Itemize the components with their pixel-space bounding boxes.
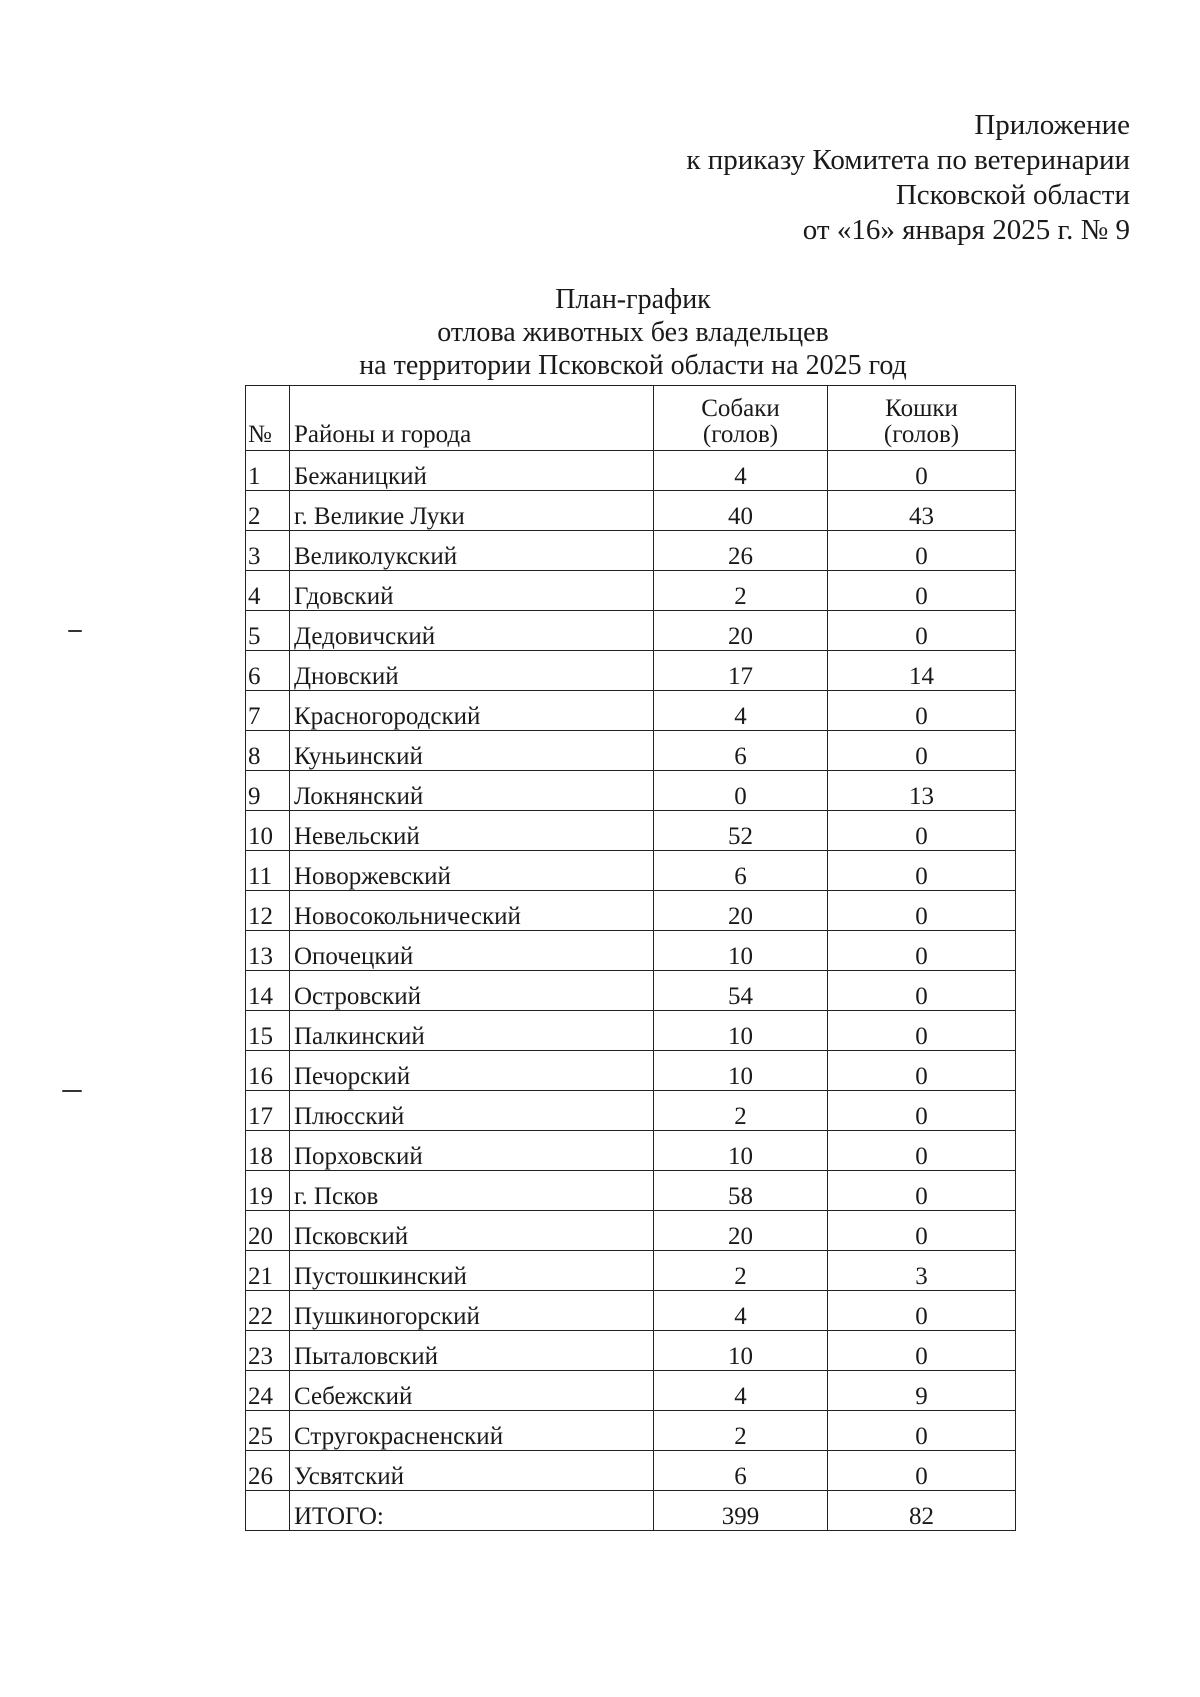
- row-district: Порховский: [290, 1131, 654, 1171]
- header-dogs-line-1: Собаки: [701, 395, 780, 422]
- row-cats: 0: [828, 1051, 1016, 1091]
- table-row: [246, 1131, 1016, 1171]
- row-number: 14: [246, 971, 290, 1011]
- row-number: 24: [246, 1371, 290, 1411]
- total-dogs: 399: [654, 1491, 828, 1531]
- total-cats: 82: [828, 1491, 1016, 1531]
- appendix-line-3: Псковской области: [895, 179, 1130, 211]
- table-row: [246, 931, 1016, 971]
- row-number: 18: [246, 1131, 290, 1171]
- row-dogs: 17: [654, 651, 828, 691]
- row-dogs: 6: [654, 731, 828, 771]
- header-number: №: [246, 386, 290, 451]
- title-line-1: План-график: [555, 284, 711, 315]
- row-district: Гдовский: [290, 571, 654, 611]
- row-dogs: 6: [654, 1451, 828, 1491]
- plan-table: [245, 385, 1016, 1531]
- row-dogs: 4: [654, 1371, 828, 1411]
- row-cats: 0: [828, 531, 1016, 571]
- row-dogs: 20: [654, 611, 828, 651]
- row-district: Бежаницкий: [290, 451, 654, 491]
- table-row: [246, 971, 1016, 1011]
- table-row: [246, 1251, 1016, 1291]
- row-dogs: 0: [654, 771, 828, 811]
- row-dogs: 2: [654, 571, 828, 611]
- row-district: Красногородский: [290, 691, 654, 731]
- header-district: Районы и города: [290, 386, 654, 451]
- row-number: 9: [246, 771, 290, 811]
- row-cats: 13: [828, 771, 1016, 811]
- header-dogs: [654, 386, 828, 451]
- row-number: 17: [246, 1091, 290, 1131]
- scan-mark: [68, 630, 82, 632]
- row-district: Локнянский: [290, 771, 654, 811]
- row-number: 23: [246, 1331, 290, 1371]
- row-district: Себежский: [290, 1371, 654, 1411]
- row-cats: 0: [828, 571, 1016, 611]
- table-row: [246, 891, 1016, 931]
- row-cats: 0: [828, 931, 1016, 971]
- row-number: 2: [246, 491, 290, 531]
- row-district: Новоржевский: [290, 851, 654, 891]
- row-district: Дновский: [290, 651, 654, 691]
- table-row: [246, 851, 1016, 891]
- row-cats: 0: [828, 971, 1016, 1011]
- row-number: 8: [246, 731, 290, 771]
- row-cats: 0: [828, 1411, 1016, 1451]
- row-district: Дедовичский: [290, 611, 654, 651]
- row-number: 11: [246, 851, 290, 891]
- row-district: Печорский: [290, 1051, 654, 1091]
- row-district: Невельский: [290, 811, 654, 851]
- row-cats: 0: [828, 1171, 1016, 1211]
- appendix-header: [686, 108, 1130, 248]
- row-cats: 0: [828, 1131, 1016, 1171]
- row-cats: 3: [828, 1251, 1016, 1291]
- table-row: [246, 731, 1016, 771]
- table-row: [246, 611, 1016, 651]
- row-cats: 0: [828, 451, 1016, 491]
- table-row: [246, 1051, 1016, 1091]
- row-district: Великолукский: [290, 531, 654, 571]
- row-district: Островский: [290, 971, 654, 1011]
- row-cats: 0: [828, 1331, 1016, 1371]
- row-cats: 0: [828, 1291, 1016, 1331]
- row-dogs: 40: [654, 491, 828, 531]
- table-row: [246, 1171, 1016, 1211]
- row-dogs: 4: [654, 691, 828, 731]
- row-number: 3: [246, 531, 290, 571]
- table-row: [246, 571, 1016, 611]
- row-number: 10: [246, 811, 290, 851]
- row-dogs: 10: [654, 1131, 828, 1171]
- row-district: Усвятский: [290, 1451, 654, 1491]
- table-row: [246, 451, 1016, 491]
- total-number-cell: [246, 1491, 290, 1531]
- appendix-line-2: к приказу Комитета по ветеринарии: [686, 144, 1130, 176]
- row-number: 19: [246, 1171, 290, 1211]
- header-cats-line-2: (голов): [883, 421, 960, 448]
- table-row: [246, 1211, 1016, 1251]
- row-dogs: 20: [654, 1211, 828, 1251]
- row-dogs: 10: [654, 1011, 828, 1051]
- table-body: [246, 451, 1016, 1491]
- table-row: [246, 1091, 1016, 1131]
- row-district: Пыталовский: [290, 1331, 654, 1371]
- title-line-3: на территории Псковской области на 2025 год: [359, 350, 907, 381]
- row-dogs: 54: [654, 971, 828, 1011]
- row-district: Стругокрасненский: [290, 1411, 654, 1451]
- row-cats: 0: [828, 1451, 1016, 1491]
- table-row: [246, 691, 1016, 731]
- row-dogs: 10: [654, 1051, 828, 1091]
- table-header-row: [246, 386, 1016, 451]
- row-number: 22: [246, 1291, 290, 1331]
- row-number: 5: [246, 611, 290, 651]
- row-number: 12: [246, 891, 290, 931]
- row-dogs: 4: [654, 1291, 828, 1331]
- row-cats: 0: [828, 691, 1016, 731]
- row-dogs: 10: [654, 1331, 828, 1371]
- row-cats: 0: [828, 731, 1016, 771]
- row-number: 7: [246, 691, 290, 731]
- row-number: 16: [246, 1051, 290, 1091]
- row-district: Псковский: [290, 1211, 654, 1251]
- table-row: [246, 771, 1016, 811]
- row-district: Пустошкинский: [290, 1251, 654, 1291]
- header-cats: [828, 386, 1016, 451]
- table-row: [246, 531, 1016, 571]
- row-dogs: 2: [654, 1411, 828, 1451]
- row-dogs: 20: [654, 891, 828, 931]
- row-dogs: 10: [654, 931, 828, 971]
- table-row: [246, 1011, 1016, 1051]
- table-row: [246, 811, 1016, 851]
- row-district: Новосокольнический: [290, 891, 654, 931]
- table-row: [246, 491, 1016, 531]
- row-dogs: 2: [654, 1091, 828, 1131]
- row-district: Куньинский: [290, 731, 654, 771]
- table-row: [246, 1291, 1016, 1331]
- row-dogs: 26: [654, 531, 828, 571]
- row-dogs: 52: [654, 811, 828, 851]
- row-cats: 9: [828, 1371, 1016, 1411]
- row-district: г. Псков: [290, 1171, 654, 1211]
- row-dogs: 4: [654, 451, 828, 491]
- row-cats: 14: [828, 651, 1016, 691]
- row-cats: 0: [828, 851, 1016, 891]
- row-cats: 0: [828, 891, 1016, 931]
- row-district: г. Великие Луки: [290, 491, 654, 531]
- row-number: 26: [246, 1451, 290, 1491]
- total-row: [246, 1491, 1016, 1531]
- row-number: 13: [246, 931, 290, 971]
- row-dogs: 58: [654, 1171, 828, 1211]
- row-number: 1: [246, 451, 290, 491]
- row-number: 20: [246, 1211, 290, 1251]
- row-cats: 0: [828, 811, 1016, 851]
- row-number: 4: [246, 571, 290, 611]
- row-dogs: 6: [654, 851, 828, 891]
- appendix-line-4: от «16» января 2025 г. № 9: [802, 214, 1130, 246]
- table-row: [246, 1451, 1016, 1491]
- row-dogs: 2: [654, 1251, 828, 1291]
- scan-mark: [62, 1090, 82, 1092]
- appendix-line-1: Приложение: [974, 109, 1130, 141]
- row-district: Плюсский: [290, 1091, 654, 1131]
- row-number: 6: [246, 651, 290, 691]
- title-line-2: отлова животных без владельцев: [437, 317, 829, 348]
- row-district: Палкинский: [290, 1011, 654, 1051]
- table-row: [246, 1371, 1016, 1411]
- table-row: [246, 1411, 1016, 1451]
- row-number: 21: [246, 1251, 290, 1291]
- row-number: 15: [246, 1011, 290, 1051]
- header-cats-line-1: Кошки: [885, 395, 958, 422]
- row-district: Пушкиногорский: [290, 1291, 654, 1331]
- header-dogs-line-2: (голов): [702, 421, 779, 448]
- row-cats: 0: [828, 1211, 1016, 1251]
- table-row: [246, 1331, 1016, 1371]
- row-cats: 0: [828, 1011, 1016, 1051]
- row-cats: 0: [828, 611, 1016, 651]
- row-number: 25: [246, 1411, 290, 1451]
- row-district: Опочецкий: [290, 931, 654, 971]
- row-cats: 0: [828, 1091, 1016, 1131]
- table-row: [246, 651, 1016, 691]
- row-cats: 43: [828, 491, 1016, 531]
- total-label: ИТОГО:: [290, 1491, 654, 1531]
- document-title: [248, 283, 1018, 382]
